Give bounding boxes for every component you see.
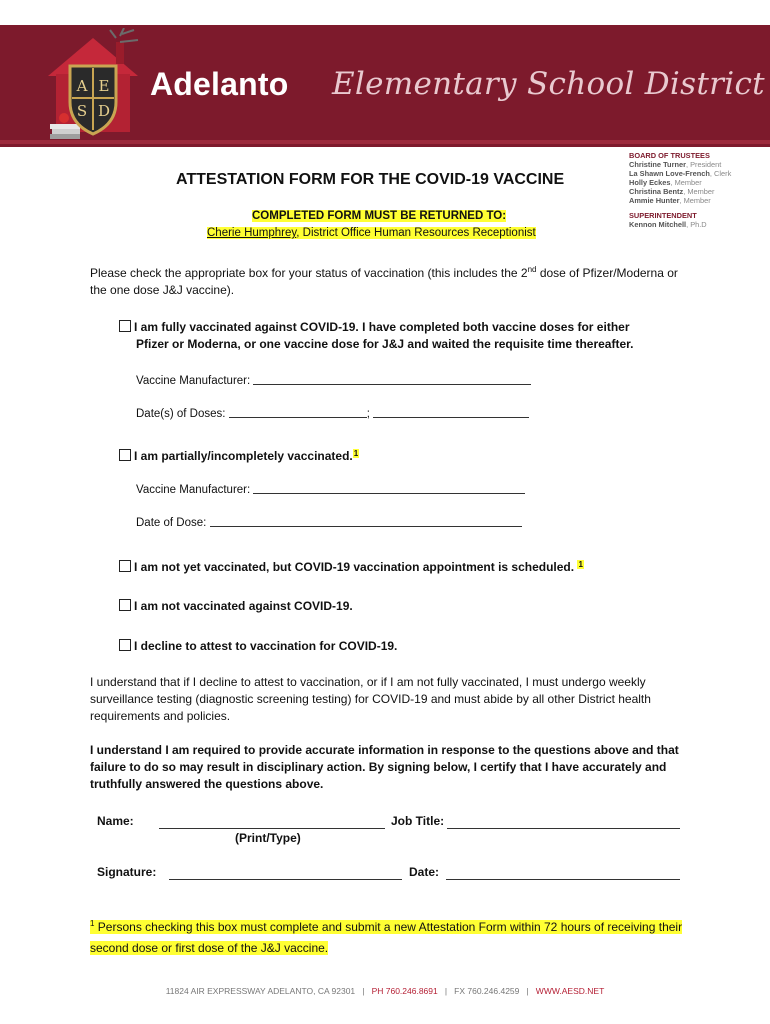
signature-input[interactable] xyxy=(169,867,402,880)
trustee-row: Holly Eckes, Member xyxy=(629,178,702,187)
phone: PH 760.246.8691 xyxy=(371,986,438,996)
district-name-bold: Adelanto xyxy=(150,66,289,102)
logo-letter: A xyxy=(76,77,88,95)
job-title-input[interactable] xyxy=(447,816,680,829)
form-title: ATTESTATION FORM FOR THE COVID-19 VACCINE xyxy=(176,171,565,188)
dose-date-input-1[interactable] xyxy=(229,406,367,418)
checkbox-appointment-scheduled[interactable] xyxy=(119,560,131,572)
name-input[interactable] xyxy=(159,816,385,829)
trustees-heading: BOARD OF TRUSTEES xyxy=(629,151,710,160)
option-not-vaccinated: I am not vaccinated against COVID-19. xyxy=(119,598,353,615)
footnote: $^1$ Persons checking this box must complete and submit a new Attestation Form within 72 hours of receiving their second dose or first dose of the J&J vaccine. xyxy=(90,919,683,955)
checkbox-fully-vaccinated[interactable] xyxy=(119,320,131,332)
footer-address-bar: 11824 AIR EXPRESSWAY ADELANTO, CA 92301 | PH 760.246.8691 | FX 760.246.4259 | WWW.AESD.NET xyxy=(165,986,605,996)
superintendent-heading: SUPERINTENDENT xyxy=(629,211,697,220)
superintendent-row: Kennon Mitchell, Ph.D xyxy=(629,220,707,229)
district-name-script: Elementary School District xyxy=(332,66,765,102)
dose-date-input[interactable] xyxy=(210,515,522,527)
district-logo xyxy=(42,28,144,144)
checkbox-not-vaccinated[interactable] xyxy=(119,599,131,611)
understand-accuracy-paragraph: I understand I am required to provide accurate information in response to the questions above and that failure to do so may result in disciplinary action. By signing below, I certify that I have accurately and truthfully answered the questions above. xyxy=(90,743,679,791)
logo-letter: S xyxy=(76,102,88,120)
name-label: Name: xyxy=(97,814,134,828)
checkbox-partially-vaccinated[interactable] xyxy=(119,449,131,461)
option-appointment-scheduled: I am not yet vaccinated, but COVID-19 vaccination appointment is scheduled. $^1$ xyxy=(119,556,584,576)
understand-testing-paragraph: I understand that if I decline to attest to vaccination, or if I am not fully vaccinated, I must undergo weekly surveillance testing (diagnostic screening testing) for COVID-19 and must abide by all other District health requirements and policies. xyxy=(90,675,651,723)
manufacturer-input-1[interactable] xyxy=(253,373,531,385)
doses-field: Date(s) of Doses: ; xyxy=(136,406,529,420)
logo-letter: E xyxy=(98,77,110,95)
trustee-row: Christina Bentz, Member xyxy=(629,187,715,196)
return-heading: COMPLETED FORM MUST BE RETURNED TO: xyxy=(252,210,507,222)
manufacturer-field-1: Vaccine Manufacturer: xyxy=(136,373,531,387)
print-type-label: (Print/Type) xyxy=(235,831,301,845)
dose-date-field: Date of Dose: xyxy=(136,515,522,529)
manufacturer-input-2[interactable] xyxy=(253,482,525,494)
date-input[interactable] xyxy=(446,867,680,880)
signature-label: Signature: xyxy=(97,865,157,879)
board-of-trustees xyxy=(629,151,769,229)
logo-letter: D xyxy=(97,102,111,120)
checkbox-decline-to-attest[interactable] xyxy=(119,639,131,651)
website-link[interactable]: WWW.AESD.NET xyxy=(535,986,605,996)
address: 11824 AIR EXPRESSWAY ADELANTO, CA 92301 xyxy=(165,986,356,996)
job-title-label: Job Title: xyxy=(391,814,445,828)
dose-date-input-2[interactable] xyxy=(373,406,529,418)
return-role: , District Office Human Resources Receptionist xyxy=(296,227,536,239)
option-fully-vaccinated: I am fully vaccinated against COVID-19. I have completed both vaccine doses for either Pfizer or Moderna, or one vaccine dose for J&J and waited the requisite time thereafter. xyxy=(119,319,679,353)
trustee-row: La Shawn Love-French, Clerk xyxy=(629,169,732,178)
manufacturer-field-2: Vaccine Manufacturer: xyxy=(136,482,525,496)
trustee-row: Christine Turner, President xyxy=(629,160,722,169)
return-name: Cherie Humphrey xyxy=(207,227,297,239)
option-partially-vaccinated: I am partially/incompletely vaccinated.$^1$ xyxy=(119,445,359,465)
fax: FX 760.246.4259 xyxy=(454,986,520,996)
date-label: Date: xyxy=(409,865,440,879)
option-decline-to-attest: I decline to attest to vaccination for COVID-19. xyxy=(119,638,397,655)
intro-paragraph: Please check the appropriate box for your status of vaccination (this includes the 2nd dose of Pfizer/Moderna or the one dose J&J vaccine). xyxy=(90,265,678,297)
trustee-row: Ammie Hunter, Member xyxy=(629,196,711,205)
